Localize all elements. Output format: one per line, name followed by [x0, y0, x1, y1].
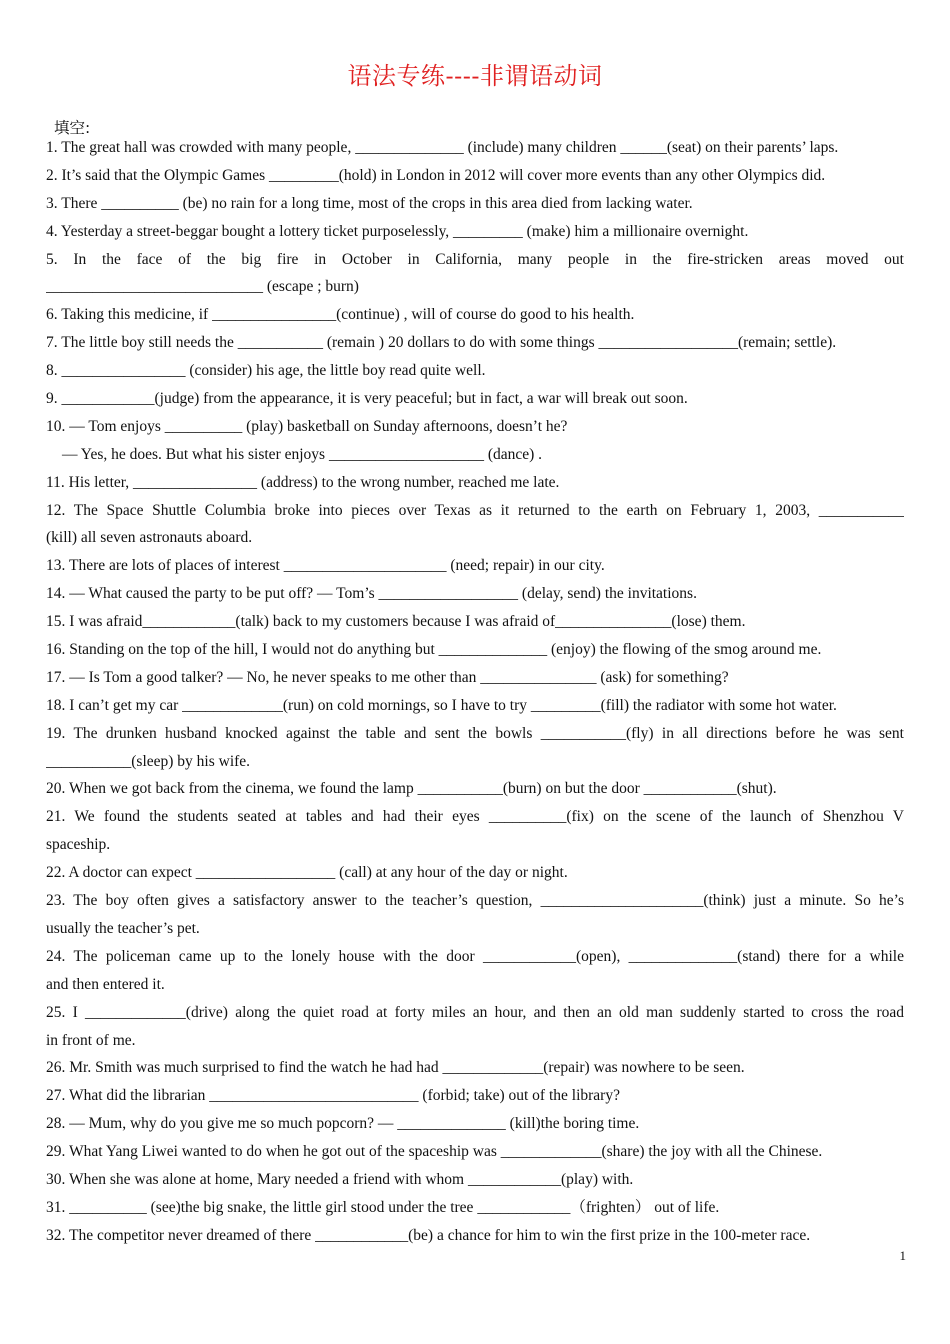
exercise-line: 9. ____________(judge) from the appearance, it is very peaceful; but in fact, a war will break out soon.	[46, 390, 688, 408]
exercise-line: 10. — Tom enjoys __________ (play) basketball on Sunday afternoons, doesn’t he?	[46, 417, 568, 435]
page-title: 语法专练----非谓语动词	[347, 62, 603, 90]
exercise-line: ___________(sleep) by his wife.	[46, 752, 251, 770]
exercise-line: 3. There __________ (be) no rain for a long time, most of the crops in this area died from lacking water.	[46, 194, 693, 212]
exercise-line: 32. The competitor never dreamed of there ____________(be) a chance for him to win the first prize in the 100-meter race.	[46, 1226, 811, 1244]
exercise-line: spaceship.	[46, 836, 111, 854]
exercise-line: 19. The drunken husband knocked against the table and sent the bowls ___________(fly) in all directions before he was sent	[46, 724, 904, 742]
exercise-line: 31. __________ (see)the big snake, the little girl stood under the tree ____________（frighten） out of life.	[46, 1198, 720, 1216]
exercise-line: 25. I _____________(drive) along the quiet road at forty miles an hour, and then an old man suddenly started to cross the road	[46, 1003, 904, 1021]
exercise-line: 4. Yesterday a street-beggar bought a lottery ticket purposelessly, _________ (make) him a millionaire overnight.	[46, 222, 749, 240]
exercise-line: 24. The policeman came up to the lonely house with the door ____________(open), ______________(stand) there for a while	[46, 947, 904, 965]
exercise-line: 26. Mr. Smith was much surprised to find the watch he had had _____________(repair) was nowhere to be seen.	[46, 1059, 745, 1077]
exercise-list	[46, 134, 904, 1250]
exercise-line: 21. We found the students seated at tables and had their eyes __________(fix) on the scene of the launch of Shenzhou V	[46, 808, 904, 826]
exercise-line: 14. — What caused the party to be put off? — Tom’s __________________ (delay, send) the invitations.	[46, 585, 697, 603]
exercise-line: 18. I can’t get my car _____________(run) on cold mornings, so I have to try _________(fill) the radiator with some hot water.	[46, 696, 837, 714]
exercise-line: 15. I was afraid____________(talk) back to my customers because I was afraid of_______________(lose) them.	[46, 613, 746, 631]
exercise-line: 22. A doctor can expect __________________ (call) at any hour of the day or night.	[46, 864, 568, 882]
exercise-line: 13. There are lots of places of interest _____________________ (need; repair) in our city.	[46, 557, 605, 575]
exercise-line: 1. The great hall was crowded with many people, ______________ (include) many children ______(seat) on their parents’ laps.	[46, 139, 839, 156]
exercise-line: (kill) all seven astronauts aboard.	[46, 529, 253, 547]
exercise-line: 17. — Is Tom a good talker? — No, he never speaks to me other than _______________ (ask) for something?	[46, 668, 729, 686]
exercise-line: 11. His letter, ________________ (address) to the wrong number, reached me late.	[46, 473, 560, 491]
exercise-line: 6. Taking this medicine, if ________________(continue) , will of course do good to his health.	[46, 306, 635, 324]
exercise-line: 16. Standing on the top of the hill, I would not do anything but ______________ (enjoy) the flowing of the smog around me.	[46, 641, 822, 659]
exercise-line: usually the teacher’s pet.	[46, 919, 200, 937]
page-number: 1	[899, 1248, 906, 1263]
exercise-line: 20. When we got back from the cinema, we found the lamp ___________(burn) on but the door ____________(shut).	[46, 780, 777, 798]
exercise-line: 30. When she was alone at home, Mary needed a friend with whom ____________(play) with.	[46, 1170, 634, 1188]
exercise-line: 5. In the face of the big fire in October in California, many people in the fire-stricken areas moved out	[46, 250, 904, 268]
exercise-line: 7. The little boy still needs the ___________ (remain ) 20 dollars to do with some things __________________(remain; settle).	[46, 334, 837, 352]
exercise-line: 12. The Space Shuttle Columbia broke into pieces over Texas as it returned to the earth on February 1, 2003, ___________	[46, 501, 904, 519]
exercise-line: and then entered it.	[46, 975, 165, 993]
exercise-line: — Yes, he does. But what his sister enjoys ____________________ (dance) .	[62, 445, 543, 463]
exercise-line: 8. ________________ (consider) his age, the little boy read quite well.	[46, 362, 486, 380]
exercise-line: 2. It’s said that the Olympic Games _________(hold) in London in 2012 will cover more events than any other Olympics did.	[46, 166, 826, 184]
exercise-line: 27. What did the librarian ___________________________ (forbid; take) out of the library?	[46, 1087, 620, 1105]
exercise-line: 29. What Yang Liwei wanted to do when he got out of the spaceship was _____________(share) the joy with all the Chinese.	[46, 1143, 823, 1161]
exercise-line: 28. — Mum, why do you give me so much popcorn? — ______________ (kill)the boring time.	[46, 1115, 640, 1133]
exercise-line: in front of me.	[46, 1031, 136, 1049]
exercise-line: 23. The boy often gives a satisfactory answer to the teacher’s question, _____________________(think) just a minute. So he’s	[46, 892, 904, 910]
exercise-line: ____________________________ (escape ; burn)	[46, 278, 359, 296]
section-label: 填空:	[54, 119, 91, 137]
